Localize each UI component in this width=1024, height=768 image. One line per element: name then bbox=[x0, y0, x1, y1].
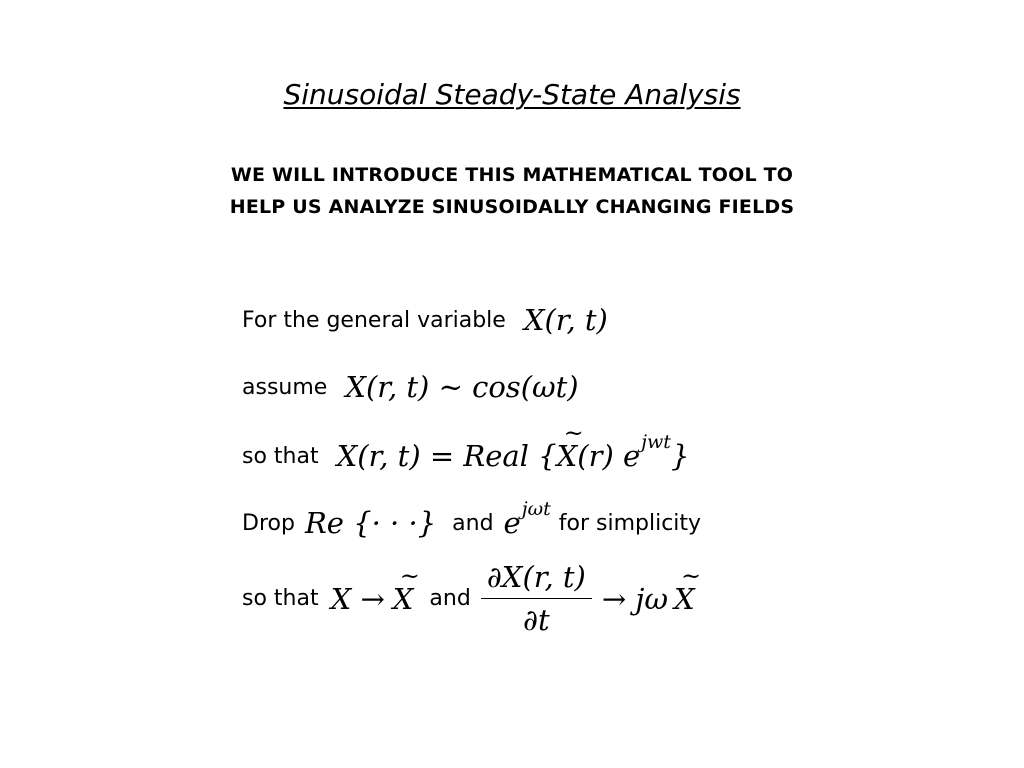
equation-line-1 bbox=[242, 303, 608, 337]
equation-line-2 bbox=[242, 370, 579, 404]
line-3-exponent: jwt bbox=[641, 431, 671, 453]
line-4-text-b: and bbox=[452, 510, 494, 536]
subtitle-line-2: HELP US ANALYZE SINUSOIDALLY CHANGING FIELDS bbox=[229, 196, 795, 218]
line-5-x-tilde-2: ~ X bbox=[674, 582, 695, 616]
fraction-denominator: ∂t bbox=[523, 603, 550, 637]
subtitle bbox=[0, 159, 1024, 223]
partial-derivative-fraction bbox=[481, 560, 592, 637]
line-1-text: For the general variable bbox=[242, 307, 506, 333]
line-5-text-a: so that bbox=[242, 586, 319, 611]
line-5-math-a: X → bbox=[330, 581, 385, 616]
line-4-text-c: for simplicity bbox=[558, 510, 702, 536]
equation-line-4 bbox=[242, 498, 702, 540]
line-5-x-tilde: ~ X bbox=[393, 582, 414, 616]
subtitle-line-1: WE WILL INTRODUCE THIS MATHEMATICAL TOOL TO bbox=[230, 164, 794, 186]
equation-line-3 bbox=[242, 431, 690, 473]
line-2-math: X(r, t) ∼ cos(ωt) bbox=[345, 370, 579, 404]
line-3-math-a: X(r, t) = Real { bbox=[336, 439, 557, 473]
line-3-math-c: (r) e bbox=[577, 439, 641, 473]
line-3-math-d: } bbox=[670, 439, 690, 473]
page-title: Sinusoidal Steady-State Analysis bbox=[283, 78, 741, 111]
line-5-text-b: and bbox=[429, 586, 471, 611]
line-3-text: so that bbox=[242, 443, 319, 469]
line-2-text: assume bbox=[242, 374, 328, 400]
equation-line-5 bbox=[242, 560, 695, 637]
line-5-math-c: → jω bbox=[601, 581, 669, 616]
fraction-numerator: ∂X(r, t) bbox=[486, 560, 586, 594]
line-4-text-a: Drop bbox=[242, 510, 295, 536]
line-4-math-b: e bbox=[503, 506, 521, 540]
line-4-math-a: Re {· · ·} bbox=[304, 506, 437, 540]
line-4-exponent: jωt bbox=[521, 498, 551, 520]
line-3-x-tilde: ~ X bbox=[557, 439, 578, 473]
line-1-math: X(r, t) bbox=[523, 303, 608, 337]
